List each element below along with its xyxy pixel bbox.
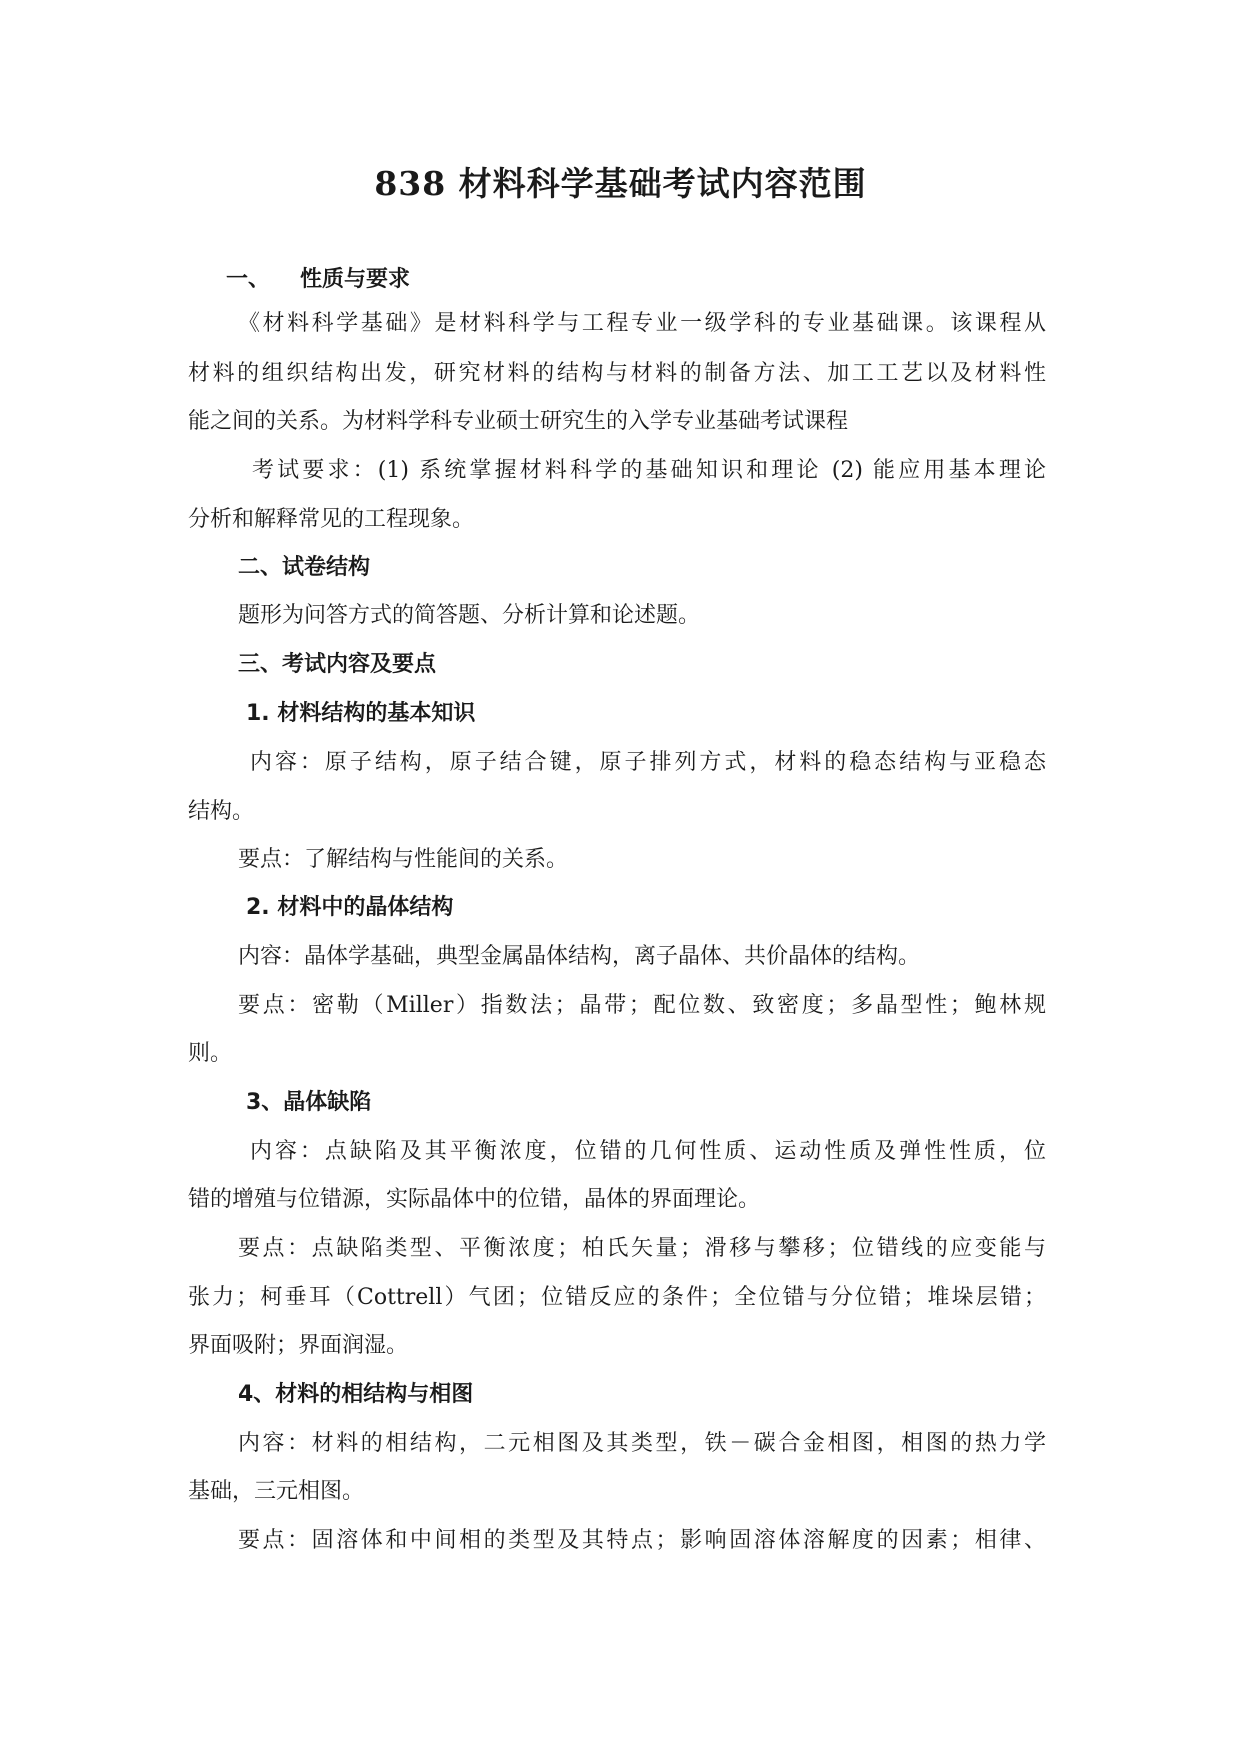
section1-para1-line1: 《材料科学基础》是材料科学与工程专业一级学科的专业基础课。该课程从 bbox=[238, 311, 1046, 336]
topic2-heading: 2. 材料中的晶体结构 bbox=[246, 895, 454, 920]
topic4-points-line1: 要点：固溶体和中间相的类型及其特点；影响固溶体溶解度的因素；相律、 bbox=[238, 1528, 1046, 1553]
topic3-content-line1: 内容：点缺陷及其平衡浓度，位错的几何性质、运动性质及弹性性质，位 bbox=[250, 1139, 1046, 1164]
topic3-points-line1: 要点：点缺陷类型、平衡浓度；柏氏矢量；滑移与攀移；位错线的应变能与 bbox=[238, 1236, 1046, 1261]
section1-para2-line2: 分析和解释常见的工程现象。 bbox=[188, 507, 475, 532]
topic4-content-line2: 基础，三元相图。 bbox=[188, 1479, 365, 1504]
section2-heading: 二、试卷结构 bbox=[238, 555, 371, 580]
topic1-content-line1: 内容：原子结构，原子结合键，原子排列方式，材料的稳态结构与亚稳态 bbox=[250, 750, 1046, 775]
topic2-points-line2: 则。 bbox=[188, 1041, 233, 1066]
topic3-heading: 3、晶体缺陷 bbox=[246, 1090, 372, 1115]
topic4-heading: 4、材料的相结构与相图 bbox=[238, 1382, 474, 1407]
page-title: 838 材料科学基础考试内容范围 bbox=[374, 164, 867, 203]
topic3-content-line2: 错的增殖与位错源，实际晶体中的位错，晶体的界面理论。 bbox=[188, 1187, 761, 1212]
topic3-points-line3: 界面吸附；界面润湿。 bbox=[188, 1333, 409, 1358]
section3-heading: 三、考试内容及要点 bbox=[238, 652, 437, 677]
topic3-points-line2: 张力；柯垂耳（Cottrell）气团；位错反应的条件；全位错与分位错；堆垛层错； bbox=[188, 1285, 1046, 1310]
section1-para2-line1: 考试要求：(1) 系统掌握材料科学的基础知识和理论 (2) 能应用基本理论 bbox=[252, 458, 1046, 483]
topic1-content-line2: 结构。 bbox=[188, 799, 255, 824]
section1-heading: 性质与要求 bbox=[300, 267, 411, 292]
topic1-points-line1: 要点：了解结构与性能间的关系。 bbox=[238, 847, 569, 872]
topic2-points-line1: 要点：密勒（Miller）指数法；晶带；配位数、致密度；多晶型性；鲍林规 bbox=[238, 993, 1046, 1018]
topic1-heading: 1. 材料结构的基本知识 bbox=[246, 701, 476, 726]
section1-para1-line3: 能之间的关系。为材料学科专业硕士研究生的入学专业基础考试课程 bbox=[188, 409, 849, 434]
topic2-content-line1: 内容：晶体学基础，典型金属晶体结构，离子晶体、共价晶体的结构。 bbox=[238, 944, 921, 969]
section1-number: 一、 bbox=[226, 267, 271, 292]
section2-text: 题形为问答方式的简答题、分析计算和论述题。 bbox=[238, 603, 701, 628]
topic4-content-line1: 内容：材料的相结构，二元相图及其类型，铁－碳合金相图，相图的热力学 bbox=[238, 1431, 1046, 1456]
section1-para1-line2: 材料的组织结构出发，研究材料的结构与材料的制备方法、加工工艺以及材料性 bbox=[188, 361, 1046, 386]
